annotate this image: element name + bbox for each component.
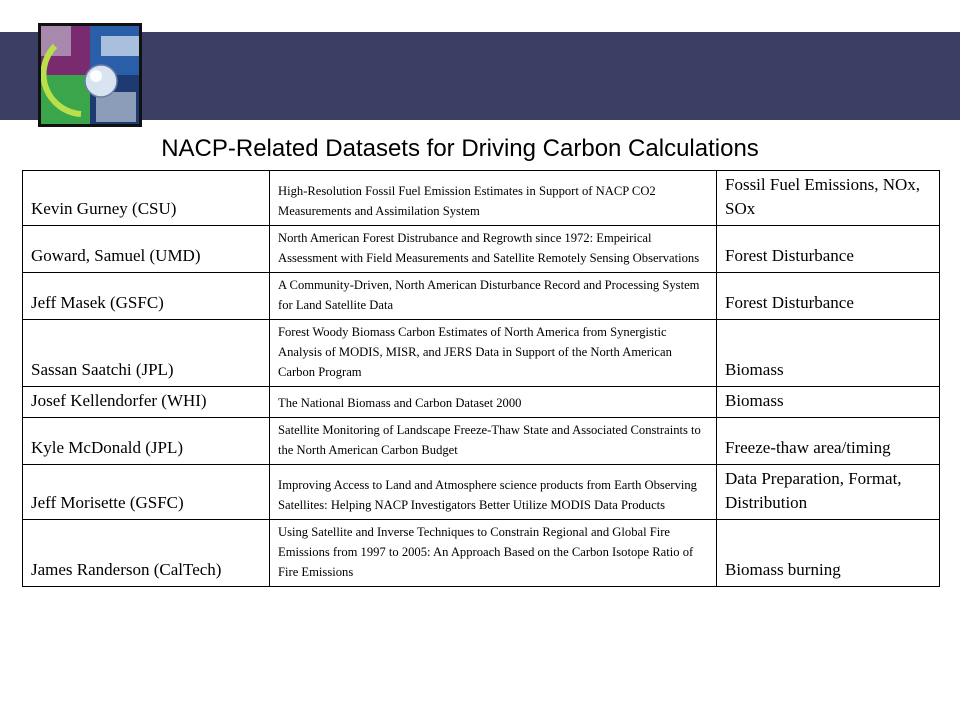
table-row	[23, 418, 940, 465]
datasets-table-body	[23, 171, 940, 587]
dataset-type-cell: Forest Disturbance	[717, 273, 940, 320]
project-title-cell: Using Satellite and Inverse Techniques to Constrain Regional and Global Fire Emissions from 1997 to 2005: An Approach Based on the Carbon Isotope Ratio of Fire Emissions	[270, 520, 717, 587]
table-row	[23, 226, 940, 273]
dataset-type-cell: Fossil Fuel Emissions, NOx, SOx	[717, 171, 940, 226]
investigator-cell: Kevin Gurney (CSU)	[23, 171, 270, 226]
dataset-type-cell: Biomass	[717, 387, 940, 418]
table-row	[23, 320, 940, 387]
project-title-cell: Improving Access to Land and Atmosphere science products from Earth Observing Satellites: Helping NACP Investigators Better Utilize MODIS Data Products	[270, 465, 717, 520]
table-row	[23, 465, 940, 520]
project-title-cell: Forest Woody Biomass Carbon Estimates of North America from Synergistic Analysis of MODIS, MISR, and JERS Data in Support of the North American Carbon Program	[270, 320, 717, 387]
dataset-type-cell: Biomass burning	[717, 520, 940, 587]
datasets-table	[22, 170, 940, 587]
project-title-cell: The National Biomass and Carbon Dataset 2000	[270, 387, 717, 418]
logo-image	[38, 23, 142, 127]
header-banner	[0, 32, 960, 120]
project-title-cell: A Community-Driven, North American Disturbance Record and Processing System for Land Satellite Data	[270, 273, 717, 320]
investigator-cell: Sassan Saatchi (JPL)	[23, 320, 270, 387]
investigator-cell: Goward, Samuel (UMD)	[23, 226, 270, 273]
dataset-type-cell: Freeze-thaw area/timing	[717, 418, 940, 465]
project-title-cell: Satellite Monitoring of Landscape Freeze-Thaw State and Associated Constraints to the North American Carbon Budget	[270, 418, 717, 465]
investigator-cell: Kyle McDonald (JPL)	[23, 418, 270, 465]
project-title-cell: North American Forest Distrubance and Regrowth since 1972: Empeirical Assessment with Field Measurements and Satellite Remotely Sensing Observations	[270, 226, 717, 273]
investigator-cell: James Randerson (CalTech)	[23, 520, 270, 587]
dataset-type-cell: Biomass	[717, 320, 940, 387]
investigator-cell: Jeff Morisette (GSFC)	[23, 465, 270, 520]
investigator-cell: Josef Kellendorfer (WHI)	[23, 387, 270, 418]
table-row	[23, 273, 940, 320]
investigator-cell: Jeff Masek (GSFC)	[23, 273, 270, 320]
project-title-cell: High-Resolution Fossil Fuel Emission Estimates in Support of NACP CO2 Measurements and Assimilation System	[270, 171, 717, 226]
table-row	[23, 520, 940, 587]
table-row	[23, 171, 940, 226]
page-title: NACP-Related Datasets for Driving Carbon Calculations	[161, 135, 759, 162]
table-row	[23, 387, 940, 418]
dataset-type-cell: Forest Disturbance	[717, 226, 940, 273]
dataset-type-cell: Data Preparation, Format, Distribution	[717, 465, 940, 520]
